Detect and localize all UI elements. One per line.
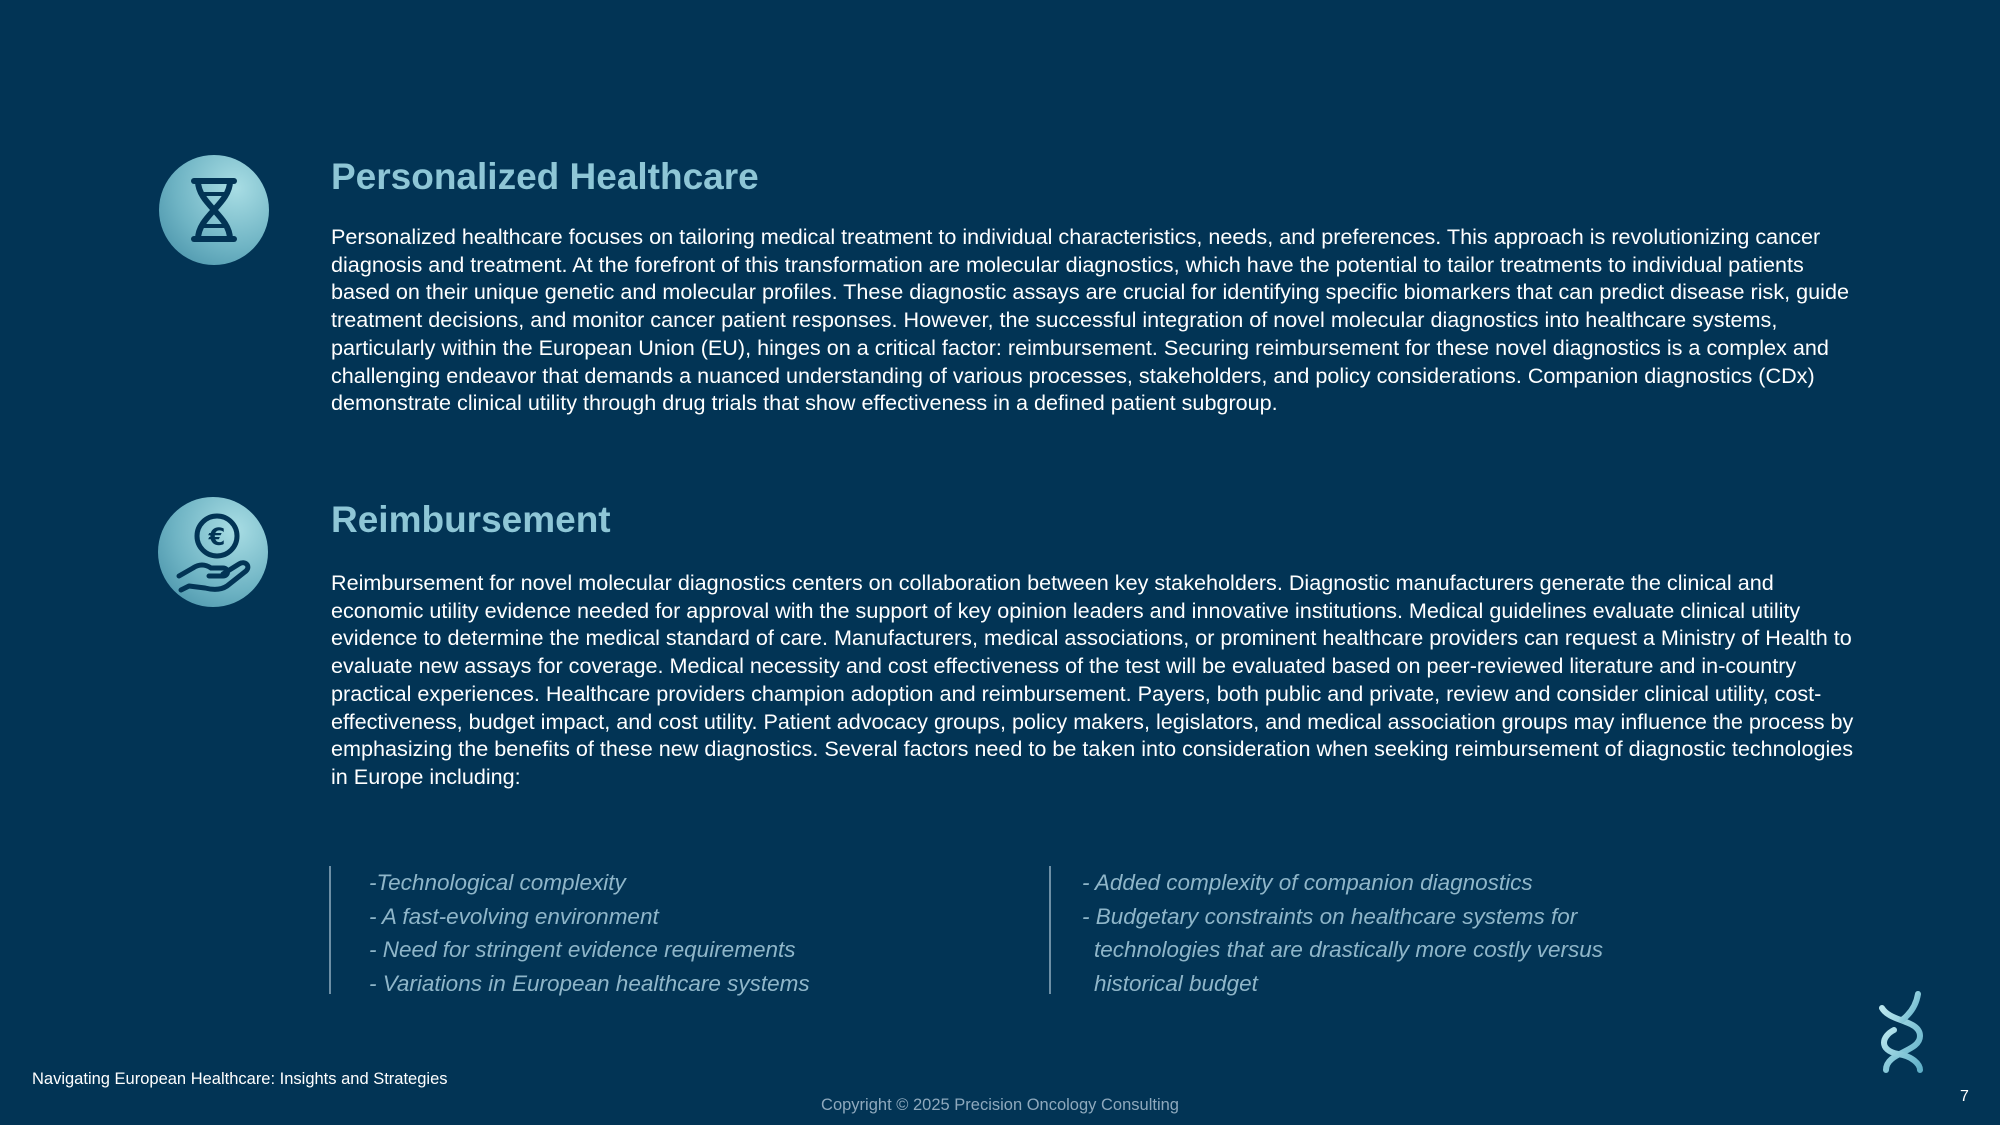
euro-hand-icon	[158, 497, 268, 607]
page-number: 7	[1960, 1088, 1969, 1105]
list-item: - Budgetary constraints on healthcare systems for	[1082, 903, 1578, 929]
list-item: historical budget	[1094, 970, 1258, 996]
section-body-personalized-healthcare: Personalized healthcare focuses on tailoring medical treatment to individual characteristics, needs, and preferences. This approach is revolutionizing cancer diagnosis and treatment. At the forefront of this transformation are molecular diagnostics, which have the potential to tailor treatments to individual patients based on their unique genetic and molecular profiles. These diagnostic assays are crucial for identifying specific biomarkers that can predict disease risk, guide treatment decisions, and monitor cancer patient responses. However, the successful integration of novel molecular diagnostics into healthcare systems, particularly within the European Union (EU), hinges on a critical factor: reimbursement. Securing reimbursement for these novel diagnostics is a complex and challenging endeavor that demands a nuanced understanding of various processes, stakeholders, and policy considerations. Companion diagnostics (CDx) demonstrate clinical utility through drug trials that show effectiveness in a defined patient subgroup.	[331, 224, 1849, 416]
factors-list-right	[1049, 866, 1782, 994]
section-body-reimbursement: Reimbursement for novel molecular diagnostics centers on collaboration between key stakeholders. Diagnostic manufacturers generate the clinical and economic utility evidence needed for approval with the support of key opinion leaders and innovative institutions. Medical guidelines evaluate clinical utility evidence to determine the medical standard of care. Manufacturers, medical associations, or prominent healthcare providers can request a Ministry of Health to evaluate new assays for coverage. Medical necessity and cost effectiveness of the test will be evaluated based on peer-reviewed literature and in-country practical experiences. Healthcare providers champion adoption and reimbursement. Payers, both public and private, review and consider clinical utility, cost-effectiveness, budget impact, and cost utility. Patient advocacy groups, policy makers, legislators, and medical association groups may influence the process by emphasizing the benefits of these new diagnostics. Several factors need to be taken into consideration when seeking reimbursement of diagnostic technologies in Europe including:	[331, 570, 1854, 789]
list-item: -Technological complexity	[369, 870, 626, 895]
section-title-personalized-healthcare: Personalized Healthcare	[331, 156, 759, 197]
dna-strand-logo-icon	[1872, 990, 1928, 1074]
list-item: technologies that are drastically more costly versus	[1094, 937, 1603, 963]
svg-text:€: €	[208, 523, 226, 551]
factors-list-left	[329, 866, 1029, 994]
footer-document-title: Navigating European Healthcare: Insights and Strategies	[32, 1070, 448, 1088]
list-item: - Need for stringent evidence requirements	[369, 937, 796, 963]
list-item: - Variations in European healthcare systems	[369, 970, 810, 996]
list-item: - A fast-evolving environment	[369, 903, 659, 929]
section-title-reimbursement: Reimbursement	[331, 499, 611, 540]
footer-copyright: Copyright © 2025 Precision Oncology Consulting	[821, 1096, 1179, 1114]
list-item: - Added complexity of companion diagnostics	[1082, 870, 1533, 895]
dna-icon	[159, 155, 269, 265]
